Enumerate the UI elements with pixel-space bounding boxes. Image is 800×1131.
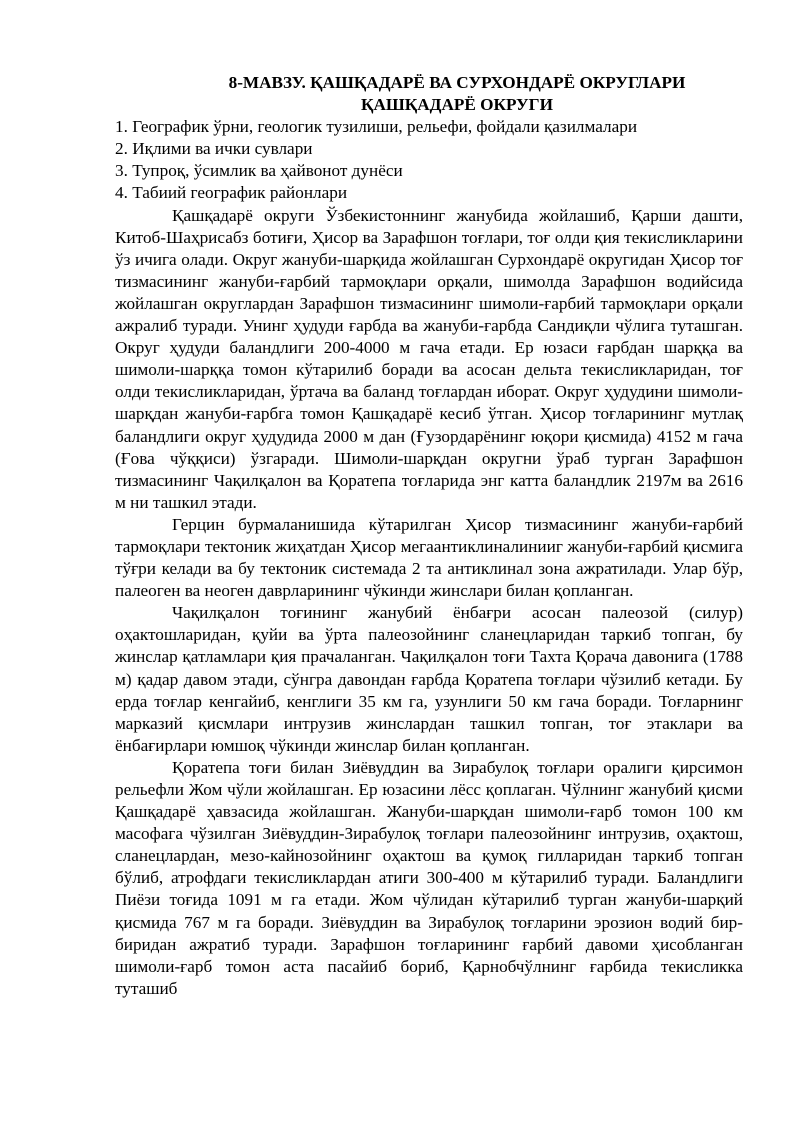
document-title-line-2: ҚАШҚАДАРЁ ОКРУГИ (361, 95, 553, 115)
outline-item: 3. Тупроқ, ўсимлик ва ҳайвонот дунёси (115, 161, 403, 181)
body-paragraph: Қашқадарё округи Ўзбекистоннинг жанубида жойлашиб, Қарши дашти, Китоб-Шаҳрисабз ботиғи, Ҳисор ва Зарафшон тоғлари, тоғ олди қия текисликларини ўз ичига олади. Округ жануби-шарқида жойлашган Сурхондарё округидан Ҳисор тоғ тизмасининг жануби-ғарбий тармоқлари орқали, шимолда Зарафшон водийсида жойлашган округлардан Зарафшон тизмасининг шимоли-ғарбий тармоқлари орқали ажралиб туради. Унинг ҳудуди ғарбда ва жануби-ғарбда Сандиқли чўлига туташган. Округ ҳудуди баландлиги 200-4000 м гача етади. Ер юзаси ғарбдан шарққа ва шимоли-шарққа томон кўтарилиб боради ва асосан дельта текисликларидан, тоғ олди текисликларидан, ўртача ва баланд тоғлардан иборат. Округ ҳудудини шимоли-шарқдан жануби-ғарбга томон Қашқадарё кесиб ўтган. Ҳисор тоғларининг мутлақ баландлиги округ ҳудудида 2000 м дан (Ғузордарёнинг юқори қисмида) 4152 м гача (Ғова чўққиси) ўзгаради. Шимоли-шарқдан округни ўраб турган Зарафшон тизмасининг Чақилқалон ва Қоратепа тоғларида энг катта баландлик 2197м ва 2616 м ни ташкил этади. (115, 205, 743, 512)
body-paragraph: Чақилқалон тоғининг жанубий ёнбағри асосан палеозой (силур) оҳактошларидан, қуйи ва ўрта палеозойнинг сланецларидан таркиб топган, бу жинслар қатламлари қия прачаланган. Чақилқалон тоғи Тахта Қорача давонига (1788 м) қадар давом этади, сўнгра давондан ғарбда Қоратепа тоғлари чўзилиб кетади. Бу ерда тоғлар кенгайиб, кенглиги 35 км га, узунлиги 50 км гача боради. Тоғларнинг марказий қисмлари интрузив жинслардан ташкил топган, тоғ этаклари ва ёнбағирлари юмшоқ чўкинди жинслар билан қопланган. (115, 603, 743, 755)
outline-item: 1. Географик ўрни, геологик тузилиши, рельефи, фойдали қазилмалари (115, 117, 638, 137)
outline-item: 2. Иқлими ва ички сувлари (115, 139, 313, 159)
body-paragraph: Қоратепа тоғи билан Зиёвуддин ва Зирабулоқ тоғлари оралиги қирсимон рельефли Жом чўли жойлашган. Ер юзасини лёсс қоплаган. Чўлнинг жанубий қисми Қашқадарё ҳавзасида жойлашган. Жануби-шарқдан шимоли-ғарб томон 100 км масофага чўзилган Зиёвуддин-Зирабулоқ тоғлари палеозойнинг интрузив, оҳактош, сланецлардан, мезо-кайнозойнинг оҳактош ва қумоқ гилларидан таркиб топган бўлиб, атрофдаги текисликлардан атиги 300-400 м кўтарилиб туради. Баландлиги Пиёзи тоғида 1091 м га етади. Жом чўлидан кўтарилиб турган жануби-шарқий қисмида 767 м га боради. Зиёвуддин ва Зирабулоқ тоғларини эрозион водий бир-биридан ажратиб туради. Зарафшон тоғларининг ғарбий давоми ҳисобланган шимоли-ғарб томон аста пасайиб бориб, Қарнобчўлнинг ғарбида текисликка туташиб (115, 757, 743, 998)
document-title-line-1: 8-МАВЗУ. ҚАШҚАДАРЁ ВА СУРХОНДАРЁ ОКРУГЛАРИ (228, 73, 686, 92)
body-paragraph: Герцин бурмаланишида кўтарилган Ҳисор тизмасининг жануби-ғарбий тармоқлари тектоник жиҳатдан Ҳисор мегаантиклиналинииг жануби-ғарбий қисмига тўғри келади ва бу тектоник системада 2 та антиклинал зона ажратилади. Улар бўр, палеоген ва неоген даврларининг чўкинди жинслари билан қопланган. (115, 514, 743, 601)
document-page (115, 72, 743, 1000)
outline-item: 4. Табиий географик районлари (115, 183, 348, 203)
outline-list (115, 116, 743, 204)
